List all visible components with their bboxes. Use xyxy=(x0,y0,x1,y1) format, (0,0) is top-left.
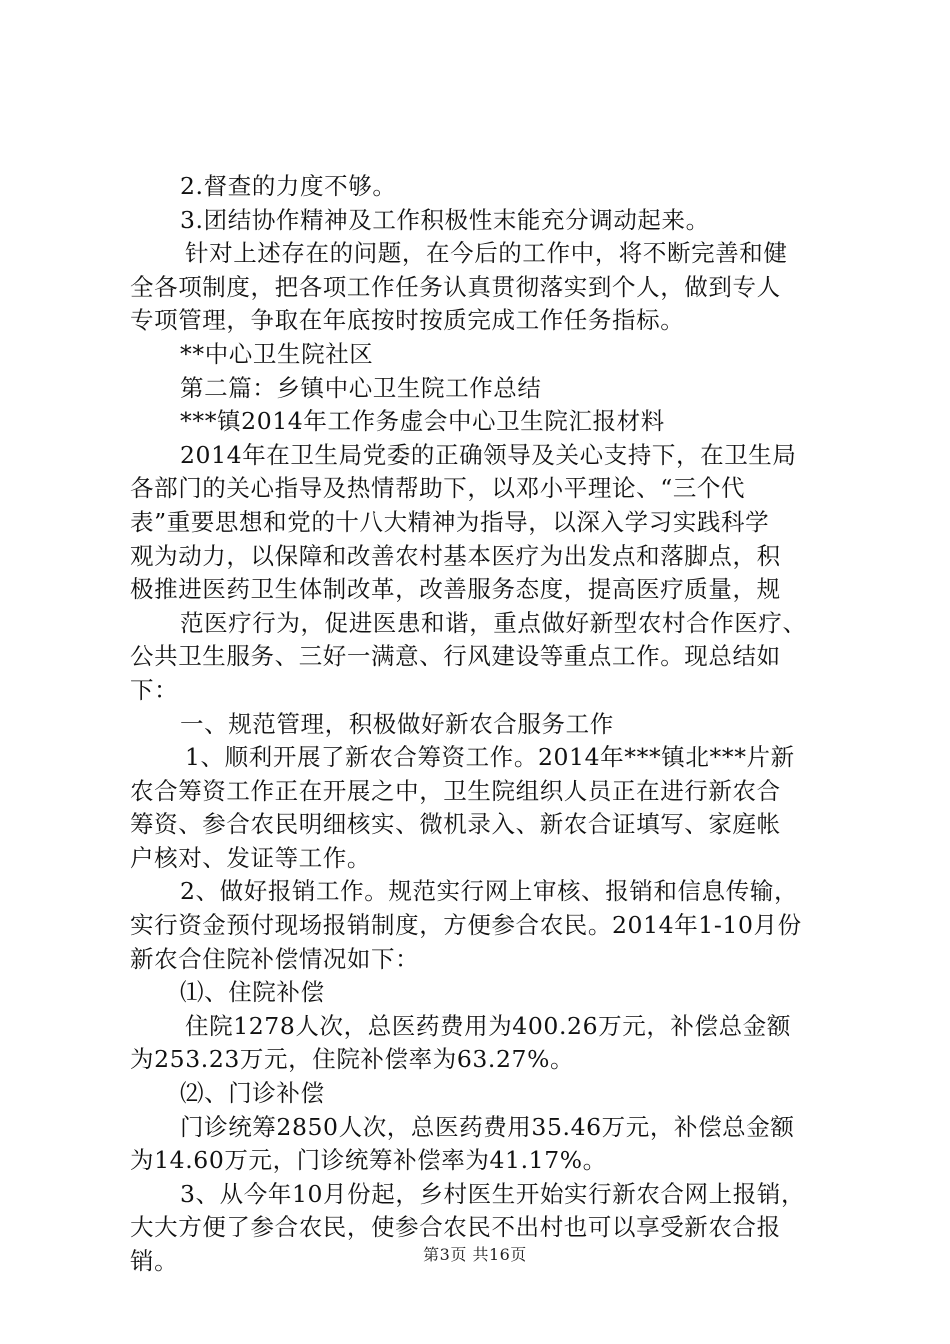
text-line: 为253.23万元，住院补偿率为63.27%。 xyxy=(130,1045,575,1074)
text-line: **中心卫生院社区 xyxy=(180,339,374,368)
text-line: 公共卫生服务、三好一满意、行风建设等重点工作。现总结如 xyxy=(130,642,781,671)
text-line: 观为动力，以保障和改善农村基本医疗为出发点和落脚点，积 xyxy=(130,541,781,570)
text-line: 范医疗行为，促进医患和谐，重点做好新型农村合作医疗、 xyxy=(180,608,807,637)
text-line: 2014年在卫生局党委的正确领导及关心支持下，在卫生局 xyxy=(180,440,797,469)
text-line: 1、顺利开展了新农合筹资工作。2014年***镇北***片新 xyxy=(185,743,795,772)
page-footer: 第3页 共16页 xyxy=(423,1245,527,1264)
text-line: 极推进医药卫生体制改革，改善服务态度，提高医疗质量，规 xyxy=(130,575,781,604)
list-heading: ⑴、住院补偿 xyxy=(180,978,325,1007)
text-line: 针对上述存在的问题，在今后的工作中，将不断完善和健 xyxy=(185,239,788,268)
text-line: 为14.60万元，门诊统筹补偿率为41.17%。 xyxy=(130,1146,607,1175)
report-title: ***镇2014年工作务虚会中心卫生院汇报材料 xyxy=(180,407,665,436)
text-line: 筹资、参合农民明细核实、微机录入、新农合证填写、家庭帐 xyxy=(130,810,781,839)
text-line: 新农合住院补偿情况如下： xyxy=(130,944,420,973)
text-line: 门诊统筹2850人次，总医药费用35.46万元，补偿总金额 xyxy=(180,1112,795,1141)
text-line: 表”重要思想和党的十八大精神为指导，以深入学习实践科学 xyxy=(130,507,770,536)
text-line: 实行资金预付现场报销制度，方便参合农民。2014年1-10月份 xyxy=(130,911,802,940)
subsection-heading: 一、规范管理，积极做好新农合服务工作 xyxy=(180,709,614,738)
list-heading: ⑵、门诊补偿 xyxy=(180,1079,325,1108)
text-line: 户核对、发证等工作。 xyxy=(130,843,371,872)
section-heading: 第二篇：乡镇中心卫生院工作总结 xyxy=(180,373,542,402)
text-line: 农合筹资工作正在开展之中，卫生院组织人员正在进行新农合 xyxy=(130,776,781,805)
document-body xyxy=(130,170,830,1279)
text-line: 2、做好报销工作。规范实行网上审核、报销和信息传输， xyxy=(180,877,799,906)
text-line: 大大方便了参合农民，使参合农民不出村也可以享受新农合报 xyxy=(130,1213,781,1242)
text-line: 下： xyxy=(130,675,179,704)
text-line: 住院1278人次，总医药费用为400.26万元，补偿总金额 xyxy=(185,1011,791,1040)
text-line: 3、从今年10月份起，乡村医生开始实行新农合网上报销， xyxy=(180,1179,806,1208)
text-line: 各部门的关心指导及热情帮助下，以邓小平理论、“三个代 xyxy=(130,474,746,503)
text-line: 专项管理，争取在年底按时按质完成工作任务指标。 xyxy=(130,306,685,335)
text-line: 销。 xyxy=(130,1247,179,1275)
text-line: 2.督查的力度不够。 xyxy=(180,172,397,200)
text-line: 全各项制度，把各项工作任务认真贯彻落实到个人，做到专人 xyxy=(130,272,781,301)
text-line: 3.团结协作精神及工作积极性末能充分调动起来。 xyxy=(180,205,710,234)
